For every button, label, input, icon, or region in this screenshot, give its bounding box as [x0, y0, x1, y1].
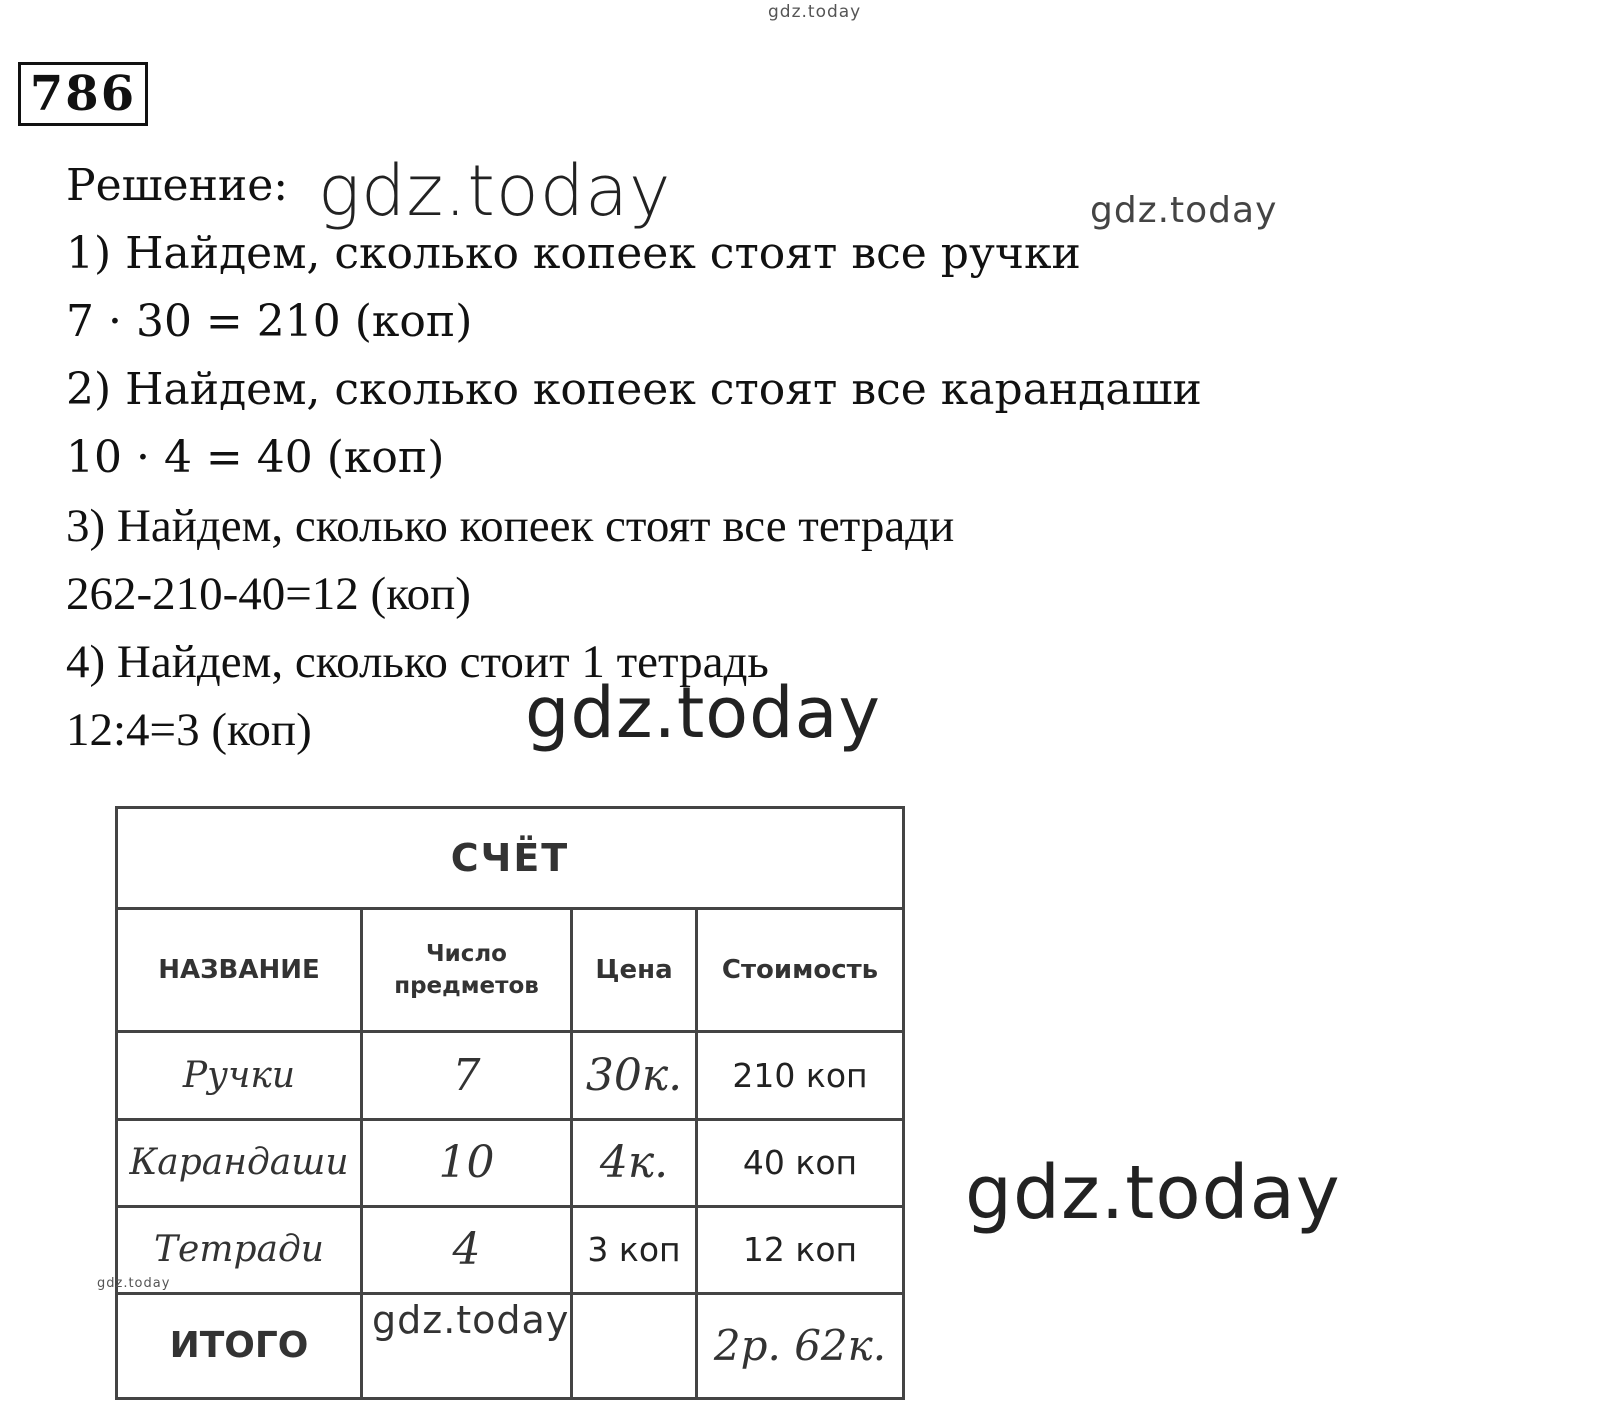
solution-calculation: 10 · 4 = 40 (коп) — [66, 432, 445, 483]
item-price: 3 коп — [572, 1206, 697, 1293]
table-row — [117, 1206, 904, 1293]
item-cost: 40 коп — [697, 1119, 904, 1206]
column-header-count: Число предметов — [362, 909, 572, 1032]
watermark: gdz.today — [372, 1298, 570, 1342]
item-count: 7 — [362, 1032, 572, 1119]
total-empty-cell — [572, 1293, 697, 1398]
solution-step: 3) Найдем, сколько копеек стоят все тетради — [66, 500, 955, 552]
watermark: gdz.today — [965, 1150, 1341, 1236]
item-name: Ручки — [117, 1032, 362, 1119]
bill-title: СЧЁТ — [117, 808, 904, 909]
solution-calculation: 12:4=3 (коп) — [66, 704, 312, 756]
solution-step: 4) Найдем, сколько стоит 1 тетрадь — [66, 636, 769, 688]
item-cost: 12 коп — [697, 1206, 904, 1293]
item-count: 4 — [362, 1206, 572, 1293]
table-row — [117, 1119, 904, 1206]
total-label: ИТОГО — [117, 1293, 362, 1398]
column-header-price: Цена — [572, 909, 697, 1032]
watermark: gdz.today — [1090, 190, 1278, 231]
item-cost: 210 коп — [697, 1032, 904, 1119]
total-value: 2р. 62к. — [697, 1293, 904, 1398]
table-row — [117, 1032, 904, 1119]
solution-calculation: 7 · 30 = 210 (коп) — [66, 296, 473, 347]
solution-step: 2) Найдем, сколько копеек стоят все карандаши — [66, 364, 1202, 415]
item-price: 4к. — [572, 1119, 697, 1206]
item-count: 10 — [362, 1119, 572, 1206]
item-name: Карандаши — [117, 1119, 362, 1206]
column-header-cost: Стоимость — [697, 909, 904, 1032]
watermark: gdz.today — [97, 1276, 171, 1291]
item-price: 30к. — [572, 1032, 697, 1119]
solution-calculation: 262-210-40=12 (коп) — [66, 568, 471, 620]
item-name: Тетради — [117, 1206, 362, 1293]
column-header-name: НАЗВАНИЕ — [117, 909, 362, 1032]
solution-heading: Решение: — [66, 160, 289, 211]
task-number: 786 — [18, 62, 148, 126]
solution-step: 1) Найдем, сколько копеек стоят все ручки — [66, 228, 1081, 279]
watermark: gdz.today — [768, 2, 862, 22]
watermark: gdz.today — [318, 150, 672, 232]
watermark: gdz.today — [525, 672, 881, 754]
